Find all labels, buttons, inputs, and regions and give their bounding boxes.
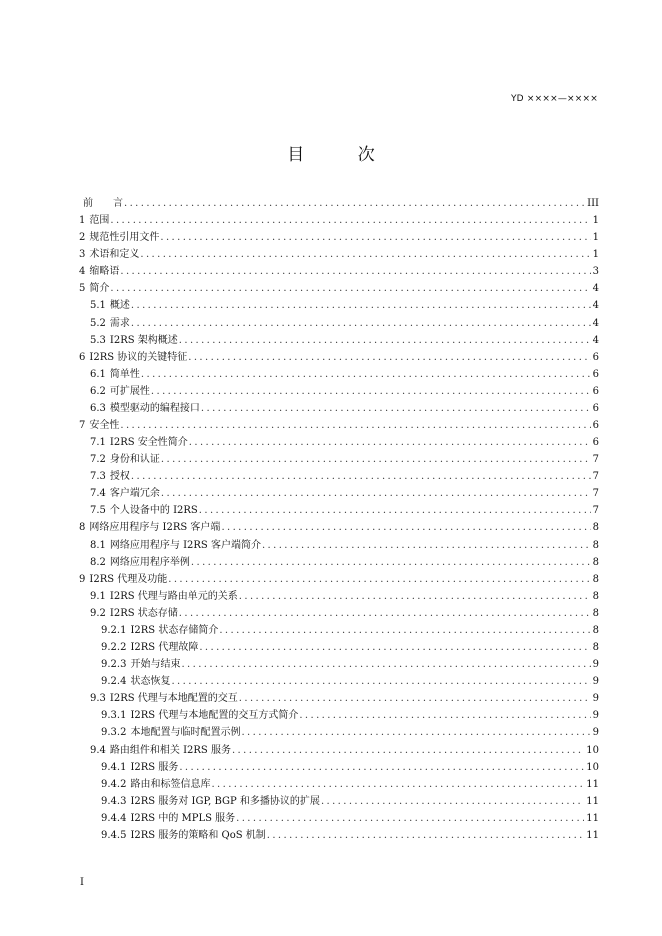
dot-leader — [189, 434, 591, 451]
toc-entry-page: 6 — [592, 402, 599, 414]
toc-entry-number: 9.4 — [90, 744, 106, 756]
toc-entry-title: 网络应用程序举例 — [109, 556, 190, 568]
toc-entry[interactable] — [79, 776, 599, 793]
toc-entry-number: 4 — [79, 266, 86, 278]
toc-entry[interactable] — [79, 366, 599, 383]
toc-entry-title: I2RS 协议的关键特征 — [89, 351, 188, 363]
toc-entry[interactable] — [79, 400, 599, 417]
toc-entry-number: 6.1 — [90, 368, 106, 380]
toc-entry-page: 8 — [592, 590, 599, 602]
toc-entry-page: 6 — [592, 420, 599, 432]
toc-entry-page: 6 — [592, 385, 599, 397]
toc-entry[interactable] — [79, 315, 599, 332]
toc-entry-title: 网络应用程序与 I2RS 客户端 — [89, 522, 221, 534]
toc-entry-title: 开始与结束 — [130, 659, 181, 671]
dot-leader — [188, 349, 590, 366]
dot-leader — [239, 588, 591, 605]
toc-entry[interactable] — [79, 827, 599, 844]
toc-entry-number: 2 — [79, 232, 86, 244]
toc-entry[interactable] — [79, 451, 599, 468]
toc-entry-title: 需求 — [109, 317, 130, 329]
toc-entry-title: 缩略语 — [89, 266, 120, 278]
toc-entry-number: 6.3 — [90, 402, 106, 414]
toc-entry-title: I2RS 服务 — [130, 761, 179, 773]
toc-entry[interactable] — [79, 793, 599, 810]
dot-leader — [151, 383, 591, 400]
toc-entry-number: 9.2.1 — [101, 624, 127, 636]
dot-leader — [219, 622, 590, 639]
toc-entry-page: 9 — [592, 710, 599, 722]
dot-leader — [179, 759, 584, 776]
toc-entry-number: 3 — [79, 249, 86, 261]
dot-leader — [239, 690, 591, 707]
toc-entry[interactable] — [79, 639, 599, 656]
toc-entry-title: 前 言 — [83, 198, 123, 209]
toc-entry-page: 8 — [592, 607, 599, 619]
toc-entry-title: I2RS 代理与本地配置的交互方式简介 — [130, 710, 299, 722]
toc-entry-title: I2RS 代理与本地配置的交互 — [109, 693, 238, 705]
toc-entry-title: 授权 — [109, 471, 130, 483]
toc-entry-number: 7.4 — [90, 488, 106, 500]
toc-entry-title: 路由和标签信息库 — [130, 778, 211, 790]
toc-entry-page: 8 — [592, 573, 599, 585]
toc-entry[interactable] — [79, 434, 599, 451]
toc-entry-page: 8 — [592, 556, 599, 568]
dot-leader — [120, 263, 590, 280]
toc-entry[interactable] — [79, 195, 599, 212]
toc-entry-title: 身份和认证 — [109, 454, 160, 466]
dot-leader — [110, 212, 590, 229]
toc-entry-page: 11 — [586, 778, 599, 790]
toc-entry-number: 9.2.4 — [101, 676, 127, 688]
toc-entry-title: I2RS 服务对 IGP, BGP 和多播协议的扩展 — [130, 795, 320, 807]
toc-entry-title: 简介 — [89, 283, 110, 295]
dot-leader — [321, 793, 584, 810]
dot-leader — [131, 297, 591, 314]
toc-entry-title: I2RS 服务的策略和 QoS 机制 — [130, 829, 266, 841]
toc-entry-page: 9 — [592, 693, 599, 705]
toc-entry-number: 9.4.2 — [101, 778, 127, 790]
toc-entry-number: 9.3.2 — [101, 727, 127, 739]
toc-entry-page: 8 — [592, 642, 599, 654]
toc-entry[interactable] — [79, 468, 599, 485]
toc-entry-title: 术语和定义 — [89, 249, 140, 261]
toc-entry[interactable] — [79, 212, 599, 229]
toc-entry-number: 9.4.4 — [101, 812, 127, 824]
toc-entry-page: III — [587, 198, 599, 209]
toc-entry-page: 7 — [592, 505, 599, 517]
toc-entry-page: 7 — [592, 471, 599, 483]
toc-entry-number: 7.1 — [90, 437, 106, 449]
toc-entry-number: 8.1 — [90, 539, 106, 551]
toc-entry-number: 7.5 — [90, 505, 106, 517]
toc-entry-number: 9.3 — [90, 693, 106, 705]
toc-entry-page: 1 — [592, 232, 599, 244]
toc-entry-number: 7 — [79, 420, 86, 432]
dot-leader — [201, 400, 591, 417]
toc-entry[interactable] — [79, 571, 599, 588]
toc-entry[interactable] — [79, 690, 599, 707]
toc-entry-number: 7.2 — [90, 454, 106, 466]
toc-entry-page: 8 — [592, 539, 599, 551]
toc-entry-page: 10 — [586, 744, 599, 756]
dot-leader — [199, 502, 591, 519]
dot-leader — [191, 554, 591, 571]
toc-entry-title: I2RS 代理与路由单元的关系 — [109, 590, 238, 602]
toc-entry-number: 9.4.3 — [101, 795, 127, 807]
toc-entry-page: 6 — [592, 368, 599, 380]
dot-leader — [299, 707, 590, 724]
toc-entry[interactable] — [79, 417, 599, 434]
toc-entry-number: 6 — [79, 351, 86, 363]
toc-entry-title: I2RS 状态存储简介 — [130, 624, 219, 636]
toc-entry-page: 1 — [592, 249, 599, 261]
dot-leader — [179, 605, 591, 622]
toc-entry-title: 路由组件和相关 I2RS 服务 — [109, 744, 231, 756]
toc-entry[interactable] — [79, 622, 599, 639]
toc-entry[interactable] — [79, 349, 599, 366]
toc-entry[interactable] — [79, 297, 599, 314]
toc-entry[interactable] — [79, 502, 599, 519]
toc-entry-title: I2RS 状态存储 — [109, 607, 178, 619]
toc-entry[interactable] — [79, 280, 599, 297]
document-code: YD ××××—×××× — [510, 94, 598, 104]
toc-entry-page: 4 — [592, 317, 599, 329]
toc-entry[interactable] — [79, 332, 599, 349]
toc-entry[interactable] — [79, 742, 599, 759]
dot-leader — [131, 315, 591, 332]
toc-entry-page: 6 — [592, 437, 599, 449]
toc-entry[interactable] — [79, 605, 599, 622]
toc-entry-number: 9.1 — [90, 590, 106, 602]
toc-entry-number: 5.1 — [90, 300, 106, 312]
toc-entry-title: 概述 — [109, 300, 130, 312]
toc-entry-page: 9 — [592, 727, 599, 739]
toc-entry[interactable] — [79, 656, 599, 673]
toc-entry-number: 8 — [79, 522, 86, 534]
dot-leader — [241, 724, 590, 741]
toc-entry[interactable] — [79, 246, 599, 263]
toc-entry-page: 8 — [592, 522, 599, 534]
toc-entry-number: 9 — [79, 573, 86, 585]
dot-leader — [161, 485, 591, 502]
toc-entry[interactable] — [79, 519, 599, 536]
toc-entry[interactable] — [79, 229, 599, 246]
toc-entry[interactable] — [79, 383, 599, 400]
toc-entry-page: 1 — [592, 215, 599, 227]
page-title: 目 次 — [287, 145, 399, 165]
dot-leader — [110, 280, 590, 297]
toc-entry-number: 5.3 — [90, 334, 106, 346]
toc-entry-number: 9.2 — [90, 607, 106, 619]
toc-entry-page: 4 — [592, 300, 599, 312]
toc-entry-title: 客户端冗余 — [109, 488, 160, 500]
toc-entry-number: 5 — [79, 283, 86, 295]
toc-entry[interactable] — [79, 485, 599, 502]
toc-entry-title: I2RS 架构概述 — [109, 334, 178, 346]
toc-entry-title: 本地配置与临时配置示例 — [130, 727, 241, 739]
toc-entry[interactable] — [79, 554, 599, 571]
toc-entry-page: 11 — [586, 829, 599, 841]
dot-leader — [179, 332, 591, 349]
toc-entry[interactable] — [79, 588, 599, 605]
toc-entry-number: 1 — [79, 215, 86, 227]
dot-leader — [160, 229, 590, 246]
dot-leader — [124, 195, 585, 212]
dot-leader — [120, 417, 590, 434]
toc-entry-title: 网络应用程序与 I2RS 客户端简介 — [109, 539, 261, 551]
toc-entry-number: 9.2.3 — [101, 659, 127, 671]
toc-entry-number: 9.2.2 — [101, 642, 127, 654]
toc-entry-page: 3 — [592, 266, 599, 278]
dot-leader — [221, 519, 590, 536]
dot-leader — [236, 810, 584, 827]
toc-entry-title: I2RS 中的 MPLS 服务 — [130, 812, 236, 824]
toc-entry-title: 个人设备中的 I2RS — [109, 505, 198, 517]
dot-leader — [211, 776, 584, 793]
toc-entry[interactable] — [79, 707, 599, 724]
toc-entry[interactable] — [79, 537, 599, 554]
dot-leader — [262, 537, 591, 554]
toc-entry-number: 9.4.1 — [101, 761, 127, 773]
toc-entry-title: I2RS 安全性简介 — [109, 437, 188, 449]
dot-leader — [141, 366, 591, 383]
toc-entry-page: 4 — [592, 283, 599, 295]
toc-entry-page: 6 — [592, 351, 599, 363]
toc-entry[interactable] — [79, 263, 599, 280]
dot-leader — [140, 246, 590, 263]
dot-leader — [267, 827, 585, 844]
dot-leader — [232, 742, 584, 759]
dot-leader — [171, 673, 590, 690]
toc-entry[interactable] — [79, 724, 599, 741]
toc-entry-page: 9 — [592, 676, 599, 688]
dot-leader — [181, 656, 590, 673]
toc-entry-page: 11 — [586, 812, 599, 824]
toc-entry-title: I2RS 代理故障 — [130, 642, 199, 654]
dot-leader — [168, 571, 590, 588]
toc-entry-title: 范围 — [89, 215, 110, 227]
dot-leader — [131, 468, 591, 485]
toc-entry[interactable] — [79, 673, 599, 690]
toc-entry-title: 状态恢复 — [130, 676, 171, 688]
toc-entry-title: 模型驱动的编程接口 — [109, 402, 200, 414]
toc-entry-page: 4 — [592, 334, 599, 346]
dot-leader — [199, 639, 590, 656]
page-number: I — [80, 877, 84, 888]
toc-entry-title: 规范性引用文件 — [89, 232, 160, 244]
toc-entry-page: 7 — [592, 488, 599, 500]
toc-entry[interactable] — [79, 759, 599, 776]
toc-entry-number: 5.2 — [90, 317, 106, 329]
toc-entry-page: 8 — [592, 624, 599, 636]
toc-entry-number: 9.4.5 — [101, 829, 127, 841]
table-of-contents — [79, 195, 599, 844]
toc-entry-page: 10 — [586, 761, 599, 773]
toc-entry-page: 7 — [592, 454, 599, 466]
dot-leader — [161, 451, 591, 468]
toc-entry-number: 6.2 — [90, 385, 106, 397]
toc-entry-title: 安全性 — [89, 420, 120, 432]
toc-entry-page: 11 — [586, 795, 599, 807]
toc-entry-number: 7.3 — [90, 471, 106, 483]
toc-entry-page: 9 — [592, 659, 599, 671]
toc-entry-number: 8.2 — [90, 556, 106, 568]
toc-entry-title: 可扩展性 — [109, 385, 150, 397]
toc-entry[interactable] — [79, 810, 599, 827]
toc-entry-number: 9.3.1 — [101, 710, 127, 722]
toc-entry-title: I2RS 代理及功能 — [89, 573, 168, 585]
toc-entry-title: 简单性 — [109, 368, 140, 380]
